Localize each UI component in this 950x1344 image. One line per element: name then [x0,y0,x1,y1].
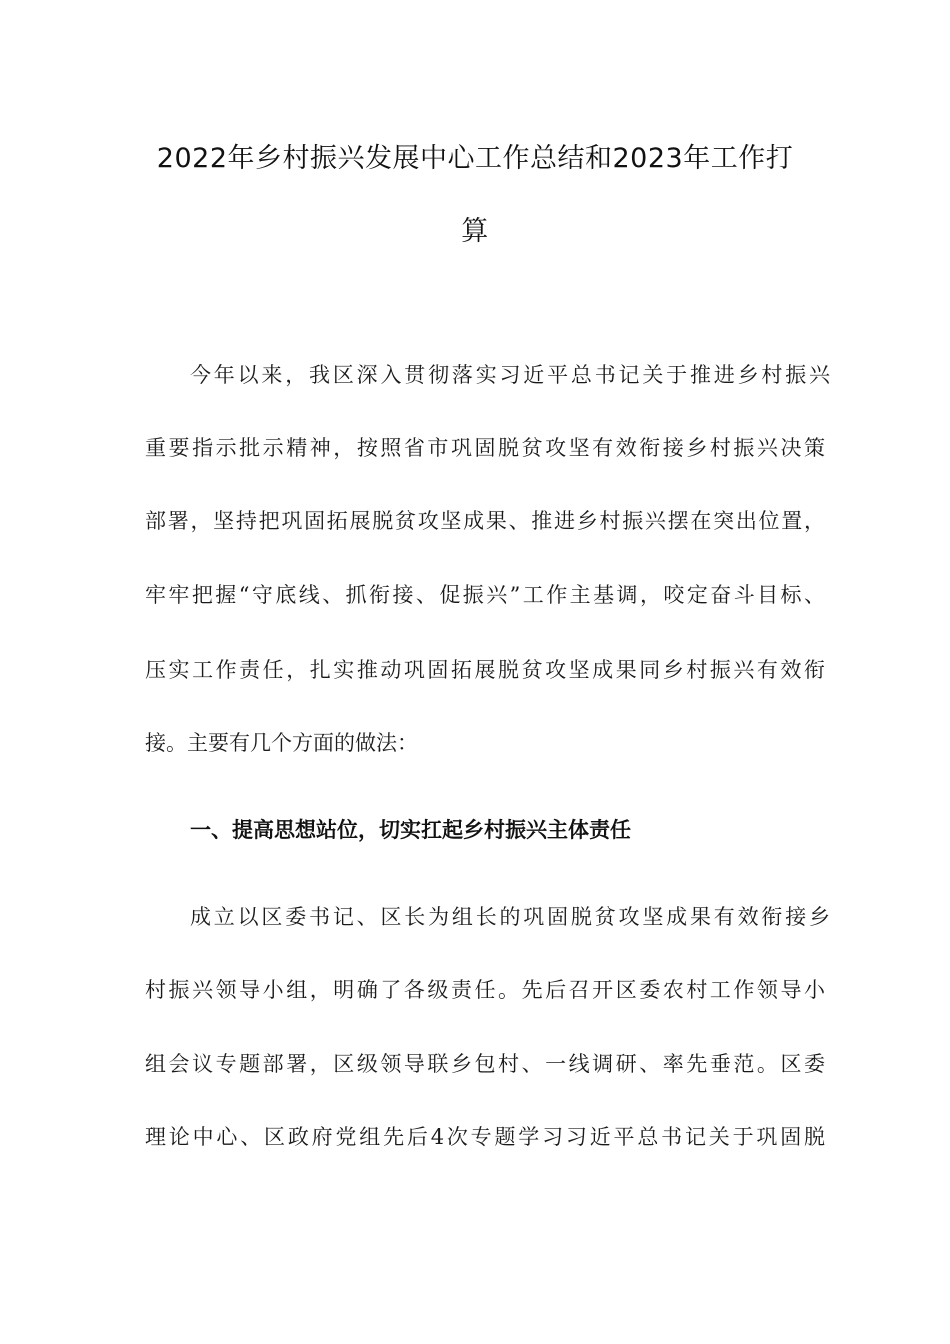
paragraph-2-line-1: 成立以区委书记、区长为组长的巩固脱贫攻坚成果有效衔接乡 [190,905,830,929]
document-title-line-1: 2022年乡村振兴发展中心工作总结和2023年工作打 [156,143,794,174]
paragraph-1-line-5: 压实工作责任，扎实推动巩固拓展脱贫攻坚成果同乡村振兴有效衔 [145,658,825,682]
section-1-heading: 一、提高思想站位，切实扛起乡村振兴主体责任 [190,818,631,842]
paragraph-1-line-3: 部署，坚持把巩固拓展脱贫攻坚成果、推进乡村振兴摆在突出位置， [145,509,825,533]
paragraph-1-line-6: 接。主要有几个方面的做法： [145,731,418,755]
paragraph-2-line-3: 组会议专题部署，区级领导联乡包村、一线调研、率先垂范。区委 [145,1052,825,1076]
document-title-line-2: 算 [461,216,489,247]
paragraph-1-line-4: 牢牢把握“守底线、抓衔接、促振兴”工作主基调，咬定奋斗目标、 [145,583,825,607]
paragraph-1-line-1: 今年以来，我区深入贯彻落实习近平总书记关于推进乡村振兴 [190,363,830,387]
paragraph-2-line-2: 村振兴领导小组，明确了各级责任。先后召开区委农村工作领导小 [145,978,825,1002]
paragraph-1-line-2: 重要指示批示精神，按照省市巩固脱贫攻坚有效衔接乡村振兴决策 [145,436,825,460]
paragraph-2-line-4: 理论中心、区政府党组先后4次专题学习习近平总书记关于巩固脱 [145,1125,825,1149]
